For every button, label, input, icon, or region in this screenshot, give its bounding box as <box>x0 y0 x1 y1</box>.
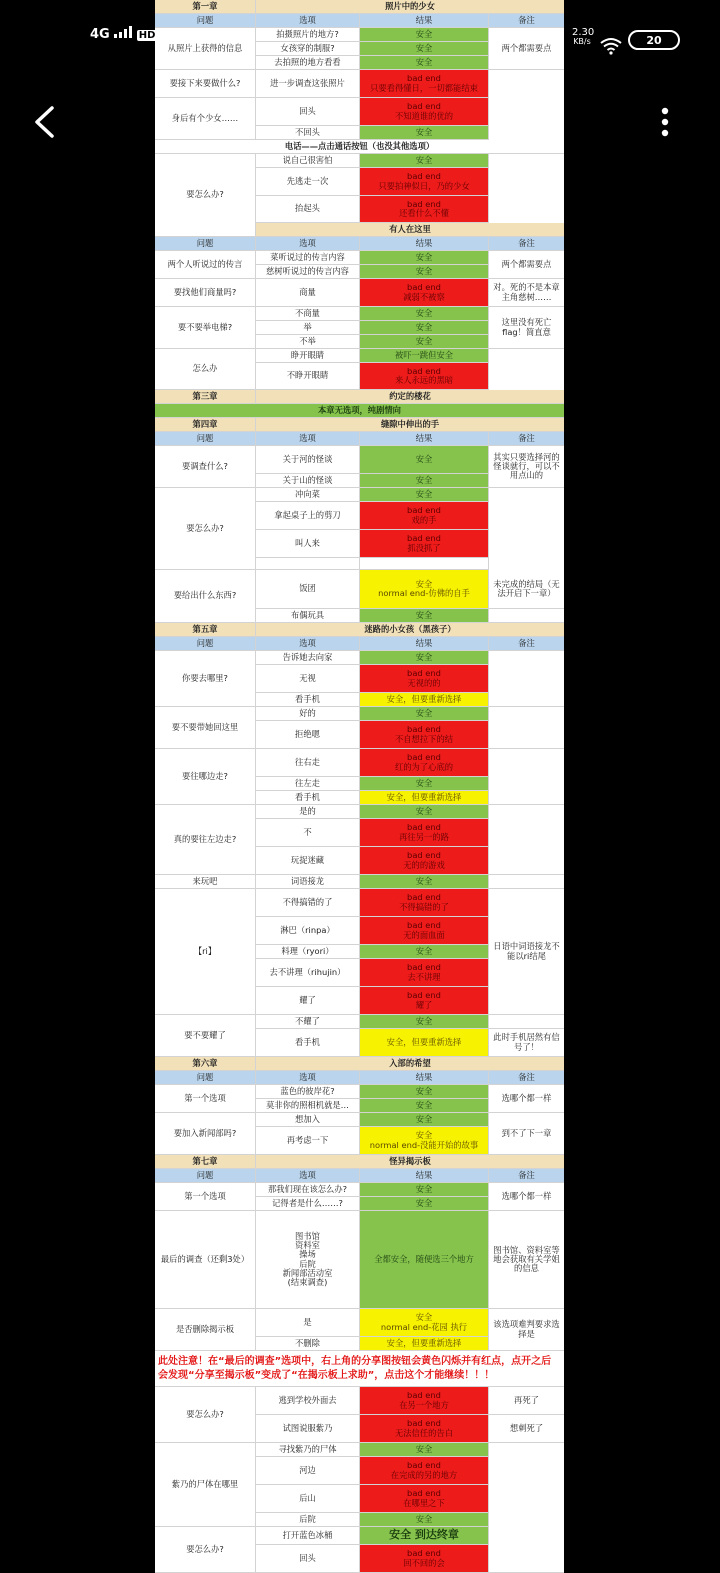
option-cell: 饭团 <box>256 570 360 609</box>
battery-indicator: 20 <box>628 30 680 50</box>
option-cell: 抬起头 <box>256 196 360 223</box>
option-cell: 逃到学校外面去 <box>256 1387 360 1415</box>
chapter-header-row <box>155 1057 564 1071</box>
note-cell: 该选项难判要求选择是 <box>489 1309 564 1351</box>
more-options-button[interactable] <box>650 102 680 142</box>
result-cell: 安全 normal end-没能开始的故事 <box>360 1127 489 1155</box>
column-header-row <box>155 637 564 651</box>
header-result: 结果 <box>360 1169 489 1183</box>
result-cell: 安全 <box>360 307 489 321</box>
chapter-title: 迷路的小女孩（黑孩子） <box>256 623 564 637</box>
option-cell: 女孩穿的制服? <box>256 42 360 56</box>
option-cell: 看手机 <box>256 1029 360 1057</box>
question-cell: 是否删除揭示板 <box>155 1309 256 1351</box>
result-cell: bad end 戏的手 <box>360 502 489 530</box>
option-cell: 莫非你的照相机就是… <box>256 1099 360 1113</box>
network-type: 4G <box>90 27 110 42</box>
result-cell: 全都安全，随便选三个地方 <box>360 1211 489 1309</box>
header-option: 选项 <box>256 1071 360 1085</box>
result-cell: 安全 <box>360 251 489 265</box>
note-cell: 图书馆、资料室等地会获取有关学姐的信息 <box>489 1211 564 1309</box>
table-row <box>155 707 564 732</box>
result-cell: 安全 <box>360 1197 489 1211</box>
note-cell: 此时手机居然有信号了！ <box>489 1029 564 1057</box>
result-cell: bad end 无法信任的告白 <box>360 1415 489 1443</box>
option-cell: 看手机 <box>256 791 360 805</box>
back-button[interactable] <box>28 102 60 142</box>
question-cell: 从照片上获得的信息 <box>155 28 256 70</box>
result-cell: 安全，但要重新选择 <box>360 791 489 805</box>
result-cell: bad end 只要拍神似日，乃的少女 <box>360 168 489 196</box>
header-option: 选项 <box>256 637 360 651</box>
chapter-title: 入部的希望 <box>256 1057 564 1071</box>
result-cell: 安全 <box>360 321 489 335</box>
question-cell: 要接下来要做什么? <box>155 70 256 98</box>
option-cell: 往右走 <box>256 749 360 777</box>
option-cell <box>256 558 360 570</box>
header-result: 结果 <box>360 432 489 446</box>
result-cell: bad end 无的的游戏 <box>360 847 489 875</box>
chapter-number: 第七章 <box>155 1155 256 1169</box>
result-cell: 安全 <box>360 1183 489 1197</box>
result-cell: 安全 <box>360 28 489 42</box>
note-cell: 未完成的结局（无法开启下一章） <box>489 570 564 609</box>
table-row <box>155 251 564 269</box>
option-cell: 去不讲理（rihujin） <box>256 959 360 987</box>
header-note: 备注 <box>489 637 564 651</box>
result-cell: 安全 <box>360 777 489 791</box>
option-cell: 寻找紫乃的尸体 <box>256 1443 360 1457</box>
hd-badge: HD <box>138 30 156 41</box>
question-cell: 要调查什么? <box>155 446 256 488</box>
network-indicator <box>90 26 157 58</box>
option-cell: 是 <box>256 1309 360 1337</box>
result-cell: 安全 到达终章 <box>360 1527 489 1545</box>
option-cell: 是的 <box>256 805 360 819</box>
result-cell: 安全 <box>360 1085 489 1099</box>
option-cell: 不睁开眼睛 <box>256 363 360 390</box>
option-cell: 不耀了 <box>256 1015 360 1029</box>
result-cell: bad end 抓没抓了 <box>360 530 489 558</box>
header-result: 结果 <box>360 14 489 28</box>
question-cell: 要怎么办? <box>155 154 256 237</box>
table-row <box>155 875 564 889</box>
result-cell: bad end 不知道谁的优的 <box>360 98 489 126</box>
result-cell: 安全 <box>360 265 489 279</box>
header-question: 问题 <box>155 1169 256 1183</box>
option-cell: 看手机 <box>256 693 360 707</box>
option-cell: 打开蓝色冰桶 <box>256 1527 360 1545</box>
result-cell: bad end 红的为了心底的 <box>360 749 489 777</box>
question-cell: 要找他们商量吗? <box>155 279 256 307</box>
option-cell: 先逃走一次 <box>256 168 360 196</box>
result-cell: bad end 不自想拉下的结 <box>360 721 489 749</box>
note-cell <box>489 707 564 749</box>
result-cell: bad end 耀了 <box>360 987 489 1015</box>
column-header-row <box>155 237 564 251</box>
result-cell: bad end 去不讲理 <box>360 959 489 987</box>
header-question: 问题 <box>155 432 256 446</box>
option-cell: 拿起桌子上的剪刀 <box>256 502 360 530</box>
header-question: 问题 <box>155 637 256 651</box>
question-cell: 你要去哪里? <box>155 651 256 707</box>
question-cell: 身后有个少女…… <box>155 98 256 140</box>
option-cell: 往左走 <box>256 777 360 791</box>
note-cell <box>489 1015 564 1029</box>
question-cell: 要加入新闻部吗? <box>155 1113 256 1155</box>
result-cell: 安全 <box>360 1015 489 1029</box>
chapter-number: 第三章 <box>155 390 256 404</box>
question-cell: 要不要耀了 <box>155 1015 256 1057</box>
option-cell: 关于河的怪谈 <box>256 446 360 474</box>
table-row <box>155 307 564 337</box>
option-cell: 词语接龙 <box>256 875 360 889</box>
question-cell: 要怎么办? <box>155 488 256 570</box>
option-cell: 慈树听说过的传言内容 <box>256 265 360 279</box>
result-cell: 安全 <box>360 1513 489 1527</box>
option-cell: 淋巴（rinpa） <box>256 917 360 945</box>
result-cell: 安全 <box>360 1113 489 1127</box>
warning-note: 此处注意！在“最后的调查”选项中，右上角的分享图按钮会黄色闪烁并有红点，点开之后会发现“分享至揭示板”变成了“在揭示板上求助”，点击这个才能继续！！！ <box>155 1351 564 1387</box>
option-cell: 去拍照的地方看看 <box>256 56 360 70</box>
option-cell: 试图说服紫乃 <box>256 1415 360 1443</box>
table-row <box>155 749 564 781</box>
option-cell: 记得者是什么……? <box>256 1197 360 1211</box>
option-cell: 关于山的怪谈 <box>256 474 360 488</box>
chapter-number: 第四章 <box>155 418 256 432</box>
chapter-title: 约定的楼花 <box>256 390 564 404</box>
result-cell: 安全 <box>360 56 489 70</box>
option-cell: 叫人来 <box>256 530 360 558</box>
question-cell: 要不要带她回这里 <box>155 707 256 749</box>
signal-icon <box>114 26 132 38</box>
result-cell: 安全，但要重新选择 <box>360 693 489 707</box>
walkthrough-table-image <box>155 0 564 1568</box>
chapter-title: 有人在这里 <box>256 223 564 237</box>
table-row <box>155 1351 564 1387</box>
question-cell: 要怎么办? <box>155 1527 256 1573</box>
option-cell: 想加入 <box>256 1113 360 1127</box>
option-cell: 睁开眼睛 <box>256 349 360 363</box>
table-row <box>155 279 564 307</box>
option-cell: 拍摄照片的地方? <box>256 28 360 42</box>
table-row <box>155 1113 564 1138</box>
table-row <box>155 404 564 418</box>
header-question: 问题 <box>155 237 256 251</box>
header-result: 结果 <box>360 1071 489 1085</box>
table-row <box>155 1211 564 1309</box>
question-cell: 最后的调查（还剩3处） <box>155 1211 256 1309</box>
option-cell: 玩捉迷藏 <box>256 847 360 875</box>
result-cell: 安全 <box>360 1099 489 1113</box>
table-row <box>155 1387 564 1419</box>
table-row <box>155 1183 564 1201</box>
note-cell: 再死了 <box>489 1387 564 1415</box>
result-cell: 安全 <box>360 42 489 56</box>
result-cell: 安全 <box>360 488 489 502</box>
option-cell: 再考虑一下 <box>256 1127 360 1155</box>
result-cell: 安全 normal end-花园 执行 <box>360 1309 489 1337</box>
header-option: 选项 <box>256 432 360 446</box>
result-cell: 安全 <box>360 154 489 168</box>
result-cell: bad end 在另一个地方 <box>360 1387 489 1415</box>
header-option: 选项 <box>256 237 360 251</box>
result-cell: 安全 <box>360 945 489 959</box>
header-note: 备注 <box>489 14 564 28</box>
table-row <box>155 98 564 126</box>
result-cell: bad end 在完成的另的地方 <box>360 1457 489 1485</box>
note-cell: 想刺死了 <box>489 1415 564 1443</box>
note-cell: 对。死的不是本章主角慈树…… <box>489 279 564 307</box>
result-cell: 安全 <box>360 335 489 349</box>
note-cell: 其实只要选择河的怪谈就行，可以不用点山的 <box>489 446 564 488</box>
option-cell: 回头 <box>256 98 360 126</box>
result-cell: 安全 <box>360 126 489 140</box>
option-cell: 不删除 <box>256 1337 360 1351</box>
question-cell: 第一个选项 <box>155 1085 256 1113</box>
full-width-note: 本章无选项，纯剧情向 <box>155 404 564 418</box>
chapter-number: 第六章 <box>155 1057 256 1071</box>
full-width-note: 电话——点击通话按钮（也没其他选项） <box>155 140 564 154</box>
question-cell: 怎么办 <box>155 349 256 390</box>
note-cell <box>489 651 564 707</box>
option-cell: 后山 <box>256 1485 360 1513</box>
note-cell: 到不了下一章 <box>489 1113 564 1155</box>
option-cell: 耀了 <box>256 987 360 1015</box>
note-cell <box>489 749 564 805</box>
note-cell: 两个都需要点 <box>489 251 564 279</box>
result-cell: 安全 <box>360 805 489 819</box>
result-cell: 安全，但要重新选择 <box>360 1337 489 1351</box>
note-cell <box>489 1443 564 1573</box>
option-cell: 菜听说过的传言内容 <box>256 251 360 265</box>
chapter-header-row <box>155 390 564 404</box>
result-cell: 安全 <box>360 446 489 474</box>
chapter-header-row <box>155 0 564 14</box>
column-header-row <box>155 432 564 446</box>
question-cell: 要不要举电梯? <box>155 307 256 349</box>
chapter-header-row <box>155 1155 564 1169</box>
note-cell <box>489 805 564 875</box>
question-cell: 两个人听说过的传言 <box>155 251 256 279</box>
header-result: 结果 <box>360 637 489 651</box>
network-speed <box>572 27 595 60</box>
result-cell <box>360 558 489 570</box>
result-cell: bad end 再往另一的路 <box>360 819 489 847</box>
note-cell: 日语中词语接龙不能以ri结尾 <box>489 889 564 1015</box>
header-option: 选项 <box>256 1169 360 1183</box>
option-cell: 布偶玩具 <box>256 609 360 623</box>
header-question: 问题 <box>155 14 256 28</box>
option-cell: 后院 <box>256 1513 360 1527</box>
question-cell: 真的要往左边走? <box>155 805 256 875</box>
chapter-title: 缝隙中伸出的手 <box>256 418 564 432</box>
chapter-number: 第五章 <box>155 623 256 637</box>
option-cell: 图书馆 资料室 操场 后院 新闻部活动室 (结束调查) <box>256 1211 360 1309</box>
option-cell: 冲向菜 <box>256 488 360 502</box>
result-cell: 安全 normal end-仿佛的自手 <box>360 570 489 609</box>
option-cell: 不 <box>256 819 360 847</box>
note-cell <box>489 609 564 623</box>
table-row <box>155 140 564 154</box>
back-arrow-icon <box>32 105 56 139</box>
result-cell: bad end 无的面血面 <box>360 917 489 945</box>
result-cell: 安全 <box>360 474 489 488</box>
table-row <box>155 349 564 374</box>
header-question: 问题 <box>155 1071 256 1085</box>
result-cell: bad end 减弱不被察 <box>360 279 489 307</box>
option-cell: 回头 <box>256 1545 360 1573</box>
table-row <box>155 1309 564 1337</box>
header-note: 备注 <box>489 237 564 251</box>
table-row <box>155 70 564 98</box>
option-cell: 举 <box>256 321 360 335</box>
column-header-row <box>155 1071 564 1085</box>
result-cell: bad end 来人永远的黑暗 <box>360 363 489 390</box>
option-cell: 好的 <box>256 707 360 721</box>
chapter-number: 第一章 <box>155 0 256 14</box>
table-row <box>155 570 564 609</box>
question-cell: 要往哪边走? <box>155 749 256 805</box>
result-cell: bad end 在哪里之下 <box>360 1485 489 1513</box>
result-cell: bad end 无视的的 <box>360 665 489 693</box>
result-cell: 安全，但要重新选择 <box>360 1029 489 1057</box>
header-note: 备注 <box>489 1071 564 1085</box>
chapter-header-row <box>155 623 564 637</box>
result-cell: 安全 <box>360 651 489 665</box>
question-cell: 紫乃的尸体在哪里 <box>155 1443 256 1527</box>
option-cell: 拒绝嗯 <box>256 721 360 749</box>
result-cell: 安全 <box>360 1443 489 1457</box>
chapter-header-row <box>155 418 564 432</box>
header-result: 结果 <box>360 237 489 251</box>
result-cell: bad end 还看什么不懂 <box>360 196 489 223</box>
option-cell: 河边 <box>256 1457 360 1485</box>
result-cell: 被吓一跳但安全 <box>360 349 489 363</box>
question-cell: 来玩吧 <box>155 875 256 889</box>
header-option: 选项 <box>256 14 360 28</box>
table-row <box>155 1085 564 1103</box>
question-cell: 第一个选项 <box>155 1183 256 1211</box>
header-note: 备注 <box>489 1169 564 1183</box>
chapter-title: 怪异揭示板 <box>256 1155 564 1169</box>
question-cell: 【ri】 <box>155 889 256 1015</box>
more-vert-icon <box>661 107 669 137</box>
option-cell: 告诉她去向家 <box>256 651 360 665</box>
note-cell: 两个都需要点 <box>489 28 564 70</box>
result-cell: 安全 <box>360 609 489 623</box>
result-cell: 安全 <box>360 707 489 721</box>
option-cell: 不举 <box>256 335 360 349</box>
speed-unit: KB/s <box>573 37 591 46</box>
column-header-row <box>155 14 564 28</box>
option-cell: 不商量 <box>256 307 360 321</box>
question-cell: 要怎么办? <box>155 1387 256 1443</box>
header-note: 备注 <box>489 432 564 446</box>
option-cell: 那我们现在该怎么办? <box>256 1183 360 1197</box>
note-cell: 这里没有死亡flag！简直意 <box>489 307 564 349</box>
option-cell: 料理（ryori） <box>256 945 360 959</box>
option-cell: 蓝色的彼岸花? <box>256 1085 360 1099</box>
option-cell: 无视 <box>256 665 360 693</box>
option-cell: 进一步调查这张照片 <box>256 70 360 98</box>
column-header-row <box>155 1169 564 1183</box>
result-cell: bad end 只要看得懂日，一切都能结束 <box>360 70 489 98</box>
result-cell: 安全 <box>360 875 489 889</box>
note-cell: 选哪个都一样 <box>489 1183 564 1211</box>
option-cell: 商量 <box>256 279 360 307</box>
speed-value: 2.30 <box>572 27 595 38</box>
option-cell: 说自己很害怕 <box>256 154 360 168</box>
option-cell: 不得搞错的了 <box>256 889 360 917</box>
chapter-title: 照片中的少女 <box>256 0 564 14</box>
note-cell: 选哪个都一样 <box>489 1085 564 1113</box>
result-cell: bad end 不得搞错的了 <box>360 889 489 917</box>
option-cell: 不回头 <box>256 126 360 140</box>
table-row <box>155 1015 564 1040</box>
note-cell <box>489 875 564 889</box>
question-cell: 要给出什么东西? <box>155 570 256 623</box>
wifi-icon <box>600 30 622 62</box>
result-cell: bad end 回不回的会 <box>360 1545 489 1573</box>
